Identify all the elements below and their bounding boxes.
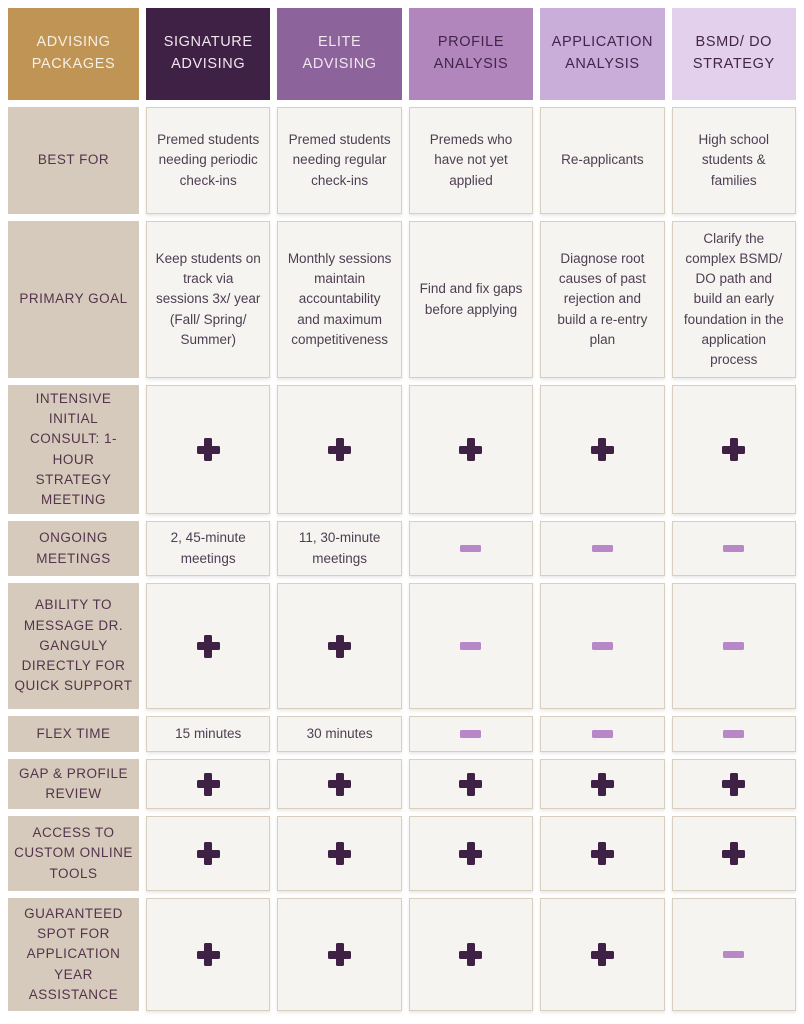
table-cell [409, 385, 533, 514]
table-cell [409, 521, 533, 576]
column-header-application-analysis: APPLICATION ANALYSIS [540, 8, 664, 100]
column-header-signature-advising: SIGNATURE ADVISING [146, 8, 270, 100]
table-cell: Find and fix gaps before applying [409, 221, 533, 378]
table-cell [146, 759, 270, 809]
table-cell [409, 816, 533, 891]
table-cell [277, 759, 401, 809]
table-cell [672, 521, 796, 576]
plus-icon [591, 438, 614, 461]
plus-icon [459, 438, 482, 461]
table-cell [277, 583, 401, 709]
table-cell [672, 716, 796, 752]
minus-icon [460, 642, 481, 650]
plus-icon [722, 842, 745, 865]
table-cell: 2, 45-minute meetings [146, 521, 270, 576]
plus-icon [328, 635, 351, 658]
table-cell [540, 521, 664, 576]
column-header-bsmd-do-strategy: BSMD/ DO STRATEGY [672, 8, 796, 100]
table-cell: Keep students on track via sessions 3x/ year (Fall/ Spring/ Summer) [146, 221, 270, 378]
minus-icon [592, 545, 613, 553]
row-header-primary-goal: PRIMARY GOAL [8, 221, 139, 378]
table-cell: Monthly sessions maintain accountability and maximum competitiveness [277, 221, 401, 378]
minus-icon [592, 730, 613, 738]
plus-icon [328, 438, 351, 461]
table-cell [540, 583, 664, 709]
plus-icon [459, 943, 482, 966]
table-cell: High school students & families [672, 107, 796, 214]
row-header-ongoing-meetings: ONGOING MEETINGS [8, 521, 139, 576]
row-header-guaranteed-spot-for-application-year-ass: GUARANTEED SPOT FOR APPLICATION YEAR ASSISTANCE [8, 898, 139, 1011]
table-cell [672, 759, 796, 809]
plus-icon [722, 438, 745, 461]
table-cell [409, 716, 533, 752]
plus-icon [197, 943, 220, 966]
minus-icon [460, 730, 481, 738]
table-cell [672, 385, 796, 514]
table-cell [146, 898, 270, 1011]
plus-icon [591, 773, 614, 796]
column-header-elite-advising: ELITE ADVISING [277, 8, 401, 100]
table-cell [672, 816, 796, 891]
table-cell: Diagnose root causes of past rejection and build a re-entry plan [540, 221, 664, 378]
table-cell: Re-applicants [540, 107, 664, 214]
table-cell [540, 716, 664, 752]
plus-icon [328, 943, 351, 966]
table-cell: Premed students needing regular check-ins [277, 107, 401, 214]
row-header-gap-profile-review: GAP & PROFILE REVIEW [8, 759, 139, 809]
table-cell: 30 minutes [277, 716, 401, 752]
plus-icon [591, 842, 614, 865]
table-cell [146, 385, 270, 514]
table-cell [277, 816, 401, 891]
plus-icon [459, 842, 482, 865]
plus-icon [328, 842, 351, 865]
table-cell [540, 898, 664, 1011]
table-cell [540, 385, 664, 514]
table-cell: 15 minutes [146, 716, 270, 752]
row-header-flex-time: FLEX TIME [8, 716, 139, 752]
plus-icon [197, 773, 220, 796]
plus-icon [197, 438, 220, 461]
table-title-cell: ADVISING PACKAGES [8, 8, 139, 100]
plus-icon [197, 842, 220, 865]
minus-icon [723, 545, 744, 553]
plus-icon [197, 635, 220, 658]
plus-icon [722, 773, 745, 796]
table-cell: 11, 30-minute meetings [277, 521, 401, 576]
table-cell [277, 385, 401, 514]
table-cell [409, 759, 533, 809]
column-header-profile-analysis: PROFILE ANALYSIS [409, 8, 533, 100]
row-header-best-for: BEST FOR [8, 107, 139, 214]
minus-icon [592, 642, 613, 650]
plus-icon [591, 943, 614, 966]
table-cell [277, 898, 401, 1011]
plus-icon [459, 773, 482, 796]
table-cell [672, 898, 796, 1011]
row-header-ability-to-message-dr-ganguly-directly-f: ABILITY TO MESSAGE DR. GANGULY DIRECTLY FOR QUICK SUPPORT [8, 583, 139, 709]
table-cell [409, 898, 533, 1011]
plus-icon [328, 773, 351, 796]
table-cell: Premeds who have not yet applied [409, 107, 533, 214]
table-cell: Clarify the complex BSMD/ DO path and build an early foundation in the application process [672, 221, 796, 378]
row-header-access-to-custom-online-tools: ACCESS TO CUSTOM ONLINE TOOLS [8, 816, 139, 891]
row-header-intensive-initial-consult-1-hour-strateg: INTENSIVE INITIAL CONSULT: 1-HOUR STRATEGY MEETING [8, 385, 139, 514]
minus-icon [723, 951, 744, 959]
table-cell [540, 759, 664, 809]
comparison-grid [8, 8, 796, 1011]
minus-icon [723, 642, 744, 650]
table-cell [540, 816, 664, 891]
minus-icon [460, 545, 481, 553]
minus-icon [723, 730, 744, 738]
table-cell [409, 583, 533, 709]
table-cell [672, 583, 796, 709]
table-cell [146, 583, 270, 709]
table-cell: Premed students needing periodic check-ins [146, 107, 270, 214]
table-cell [146, 816, 270, 891]
